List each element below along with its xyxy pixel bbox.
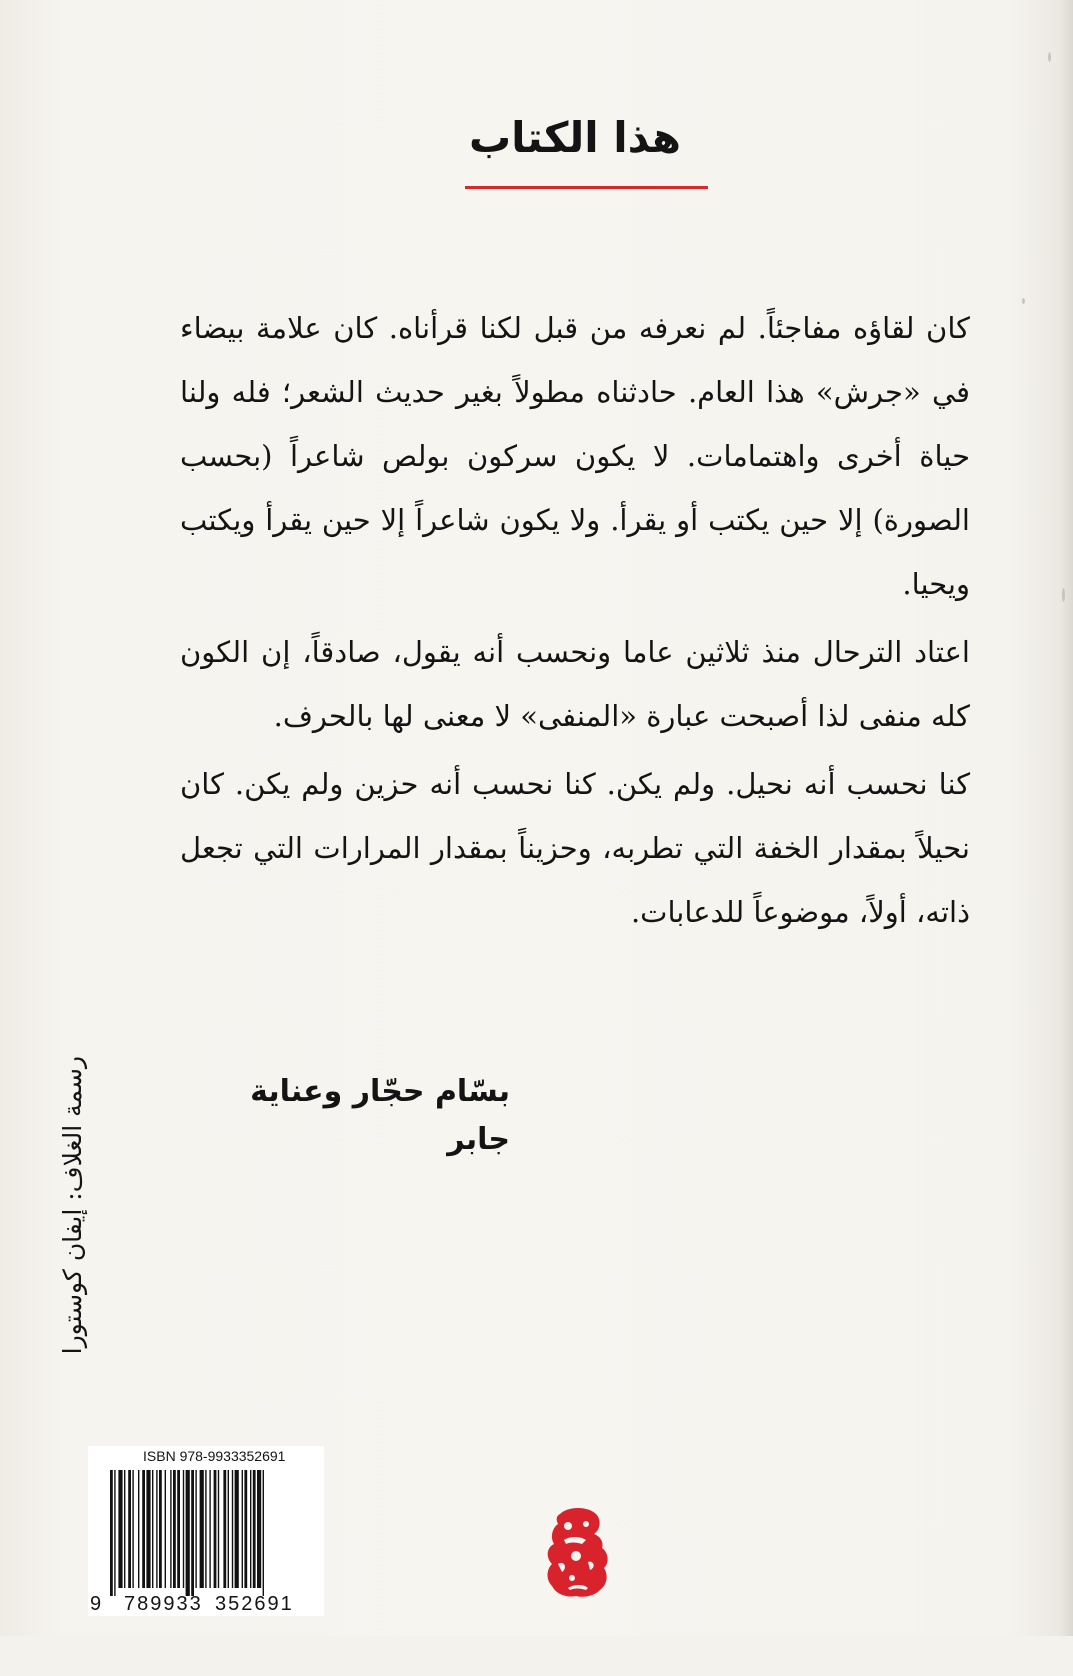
barcode-bar <box>242 1470 243 1588</box>
barcode-bar <box>257 1470 261 1588</box>
barcode-bar <box>205 1470 206 1588</box>
barcode-bar <box>142 1470 145 1588</box>
barcode-bar <box>152 1470 153 1588</box>
barcode <box>88 1446 324 1616</box>
paragraph: اعتاد الترحال منذ ثلاثين عاما ونحسب أنه يقول، صادقاً، إن الكون كله منفى لذا أصبحت عبارة «المنفى» لا معنى لها بالحرف. <box>180 635 970 733</box>
barcode-bar <box>177 1470 180 1588</box>
publisher-logo-icon <box>538 1504 618 1604</box>
barcode-right-group: 352691 <box>215 1593 294 1615</box>
barcode-bar <box>165 1470 166 1588</box>
barcode-bars <box>110 1470 314 1596</box>
paragraph: كان لقاؤه مفاجئاً. لم نعرفه من قبل لكنا قرأناه. كان علامة بيضاء في «جرش» هذا العام. حادثناه مطولاً بغير حديث الشعر؛ فله ولنا حياة أخرى واهتمامات. لا يكون سركون بولص شاعراً (بحسب الصورة) إلا حين يكتب أو يقرأ. ولا يكون شاعراً إلا حين يقرأ ويكتب ويحيا. <box>180 311 970 601</box>
barcode-bar <box>170 1470 171 1588</box>
barcode-bar <box>250 1470 251 1588</box>
blurb <box>180 296 970 948</box>
barcode-bar <box>200 1470 204 1588</box>
page-title: هذا الكتاب <box>468 113 682 162</box>
cover-credit: رسمة الغلاف: إيفان كوستورا <box>58 1056 87 1355</box>
barcode-bar <box>118 1470 122 1588</box>
barcode-bar <box>186 1470 190 1596</box>
barcode-bar <box>110 1470 113 1596</box>
barcode-left-group: 789933 <box>124 1593 203 1615</box>
barcode-bar <box>214 1470 217 1588</box>
barcode-bar <box>138 1470 139 1588</box>
barcode-bar <box>191 1470 194 1596</box>
barcode-bar <box>132 1470 133 1588</box>
barcode-bar <box>128 1470 131 1588</box>
barcode-bar <box>253 1470 256 1588</box>
barcode-bar <box>232 1470 233 1588</box>
barcode-bar <box>218 1470 219 1588</box>
barcode-bar <box>244 1470 247 1588</box>
barcode-bar <box>156 1470 157 1588</box>
barcode-bar <box>263 1470 264 1596</box>
title-underline <box>465 186 708 189</box>
barcode-bar <box>209 1470 210 1588</box>
paper-speck <box>1062 588 1065 602</box>
barcode-first-digit: 9 <box>90 1593 102 1615</box>
signature: بسّام حجّار وعناية جابر <box>250 1074 510 1157</box>
paragraph: كنا نحسب أنه نحيل. ولم يكن. كنا نحسب أنه حزين ولم يكن. كان نحيلاً بمقدار الخفة التي تطربه، وحزيناً بمقدار المرارات التي تجعل ذاته، أولاً، موضوعاً للدعابات. <box>180 767 970 929</box>
barcode-bar <box>183 1470 184 1588</box>
barcode-bar <box>235 1470 239 1588</box>
barcode-bar <box>159 1470 162 1588</box>
barcode-bar <box>146 1470 150 1588</box>
isbn-label: ISBN 978-9933352691 <box>143 1448 286 1464</box>
barcode-bar <box>223 1470 226 1588</box>
paper-speck <box>1048 52 1051 62</box>
barcode-bar <box>228 1470 229 1588</box>
barcode-bar <box>114 1470 115 1596</box>
paper-speck <box>1022 298 1025 304</box>
barcode-bar <box>173 1470 176 1588</box>
barcode-bar <box>124 1470 125 1588</box>
barcode-bar <box>195 1470 196 1588</box>
page-edge-shadow <box>1059 0 1073 1636</box>
